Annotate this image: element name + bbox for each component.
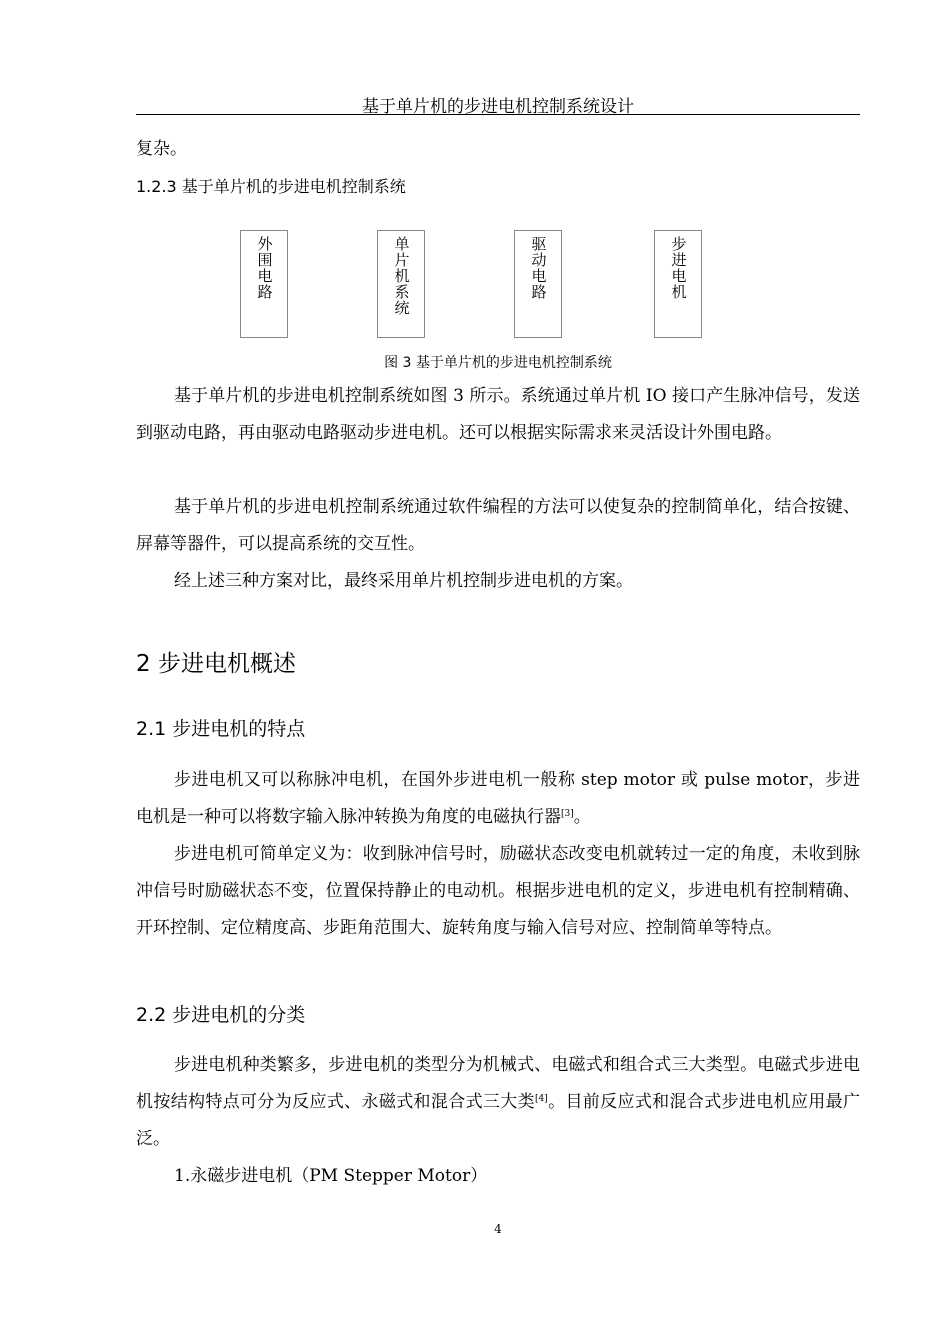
paragraph-5: 步进电机可简单定义为：收到脉冲信号时，励磁状态改变电机就转过一定的角度，未收到脉冲信号时励磁状态不变，位置保持静止的电动机。根据步进电机的定义，步进电机有控制精确、开环控制、定位精度高、步距角范围大、旋转角度与输入信号对应、控制简单等特点。 [136, 844, 860, 938]
paragraph-4 [136, 762, 860, 836]
paragraph-4-end: 。 [573, 807, 591, 827]
paragraph-1: 基于单片机的步进电机控制系统如图 3 所示。系统通过单片机 IO 接口产生脉冲信号，发送到驱动电路，再由驱动电路驱动步进电机。还可以根据实际需求来灵活设计外围电路。 [136, 386, 860, 443]
paragraph-3: 经上述三种方案对比，最终采用单片机控制步进电机的方案。 [174, 571, 633, 591]
figure3-box-label: 外围电路 [255, 236, 274, 300]
section-heading-2-1: 2.1 步进电机的特点 [136, 718, 306, 740]
figure3-box-label: 驱动电路 [529, 236, 548, 300]
figure3-caption: 图 3 基于单片机的步进电机控制系统 [384, 355, 612, 371]
figure3-box-motor [654, 230, 702, 338]
citation-4: [4] [535, 1094, 548, 1104]
paragraph-4-text: 步进电机又可以称脉冲电机，在国外步进电机一般称 step motor 或 pulse motor，步进电机是一种可以将数字输入脉冲转换为角度的电磁执行器 [136, 770, 860, 827]
header-rule [136, 114, 860, 115]
chapter-heading-2: 2 步进电机概述 [136, 651, 296, 677]
figure3-box-label: 步进电机 [669, 236, 688, 300]
figure3-box-driver [514, 230, 562, 338]
running-header: 基于单片机的步进电机控制系统设计 [362, 97, 634, 117]
figure3-box-peripheral [240, 230, 288, 338]
figure3-box-mcu [377, 230, 425, 338]
page-number: 4 [494, 1222, 502, 1236]
paragraph-6-end: 。目前反应式和混合式步进电机应用最广泛。 [136, 1092, 861, 1149]
section-heading-2-2: 2.2 步进电机的分类 [136, 1004, 306, 1026]
paragraph-2: 基于单片机的步进电机控制系统通过软件编程的方法可以使复杂的控制简单化，结合按键、屏幕等器件，可以提高系统的交互性。 [136, 497, 860, 554]
carry-over-text: 复杂。 [136, 139, 187, 159]
figure3-box-label: 单片机系统 [392, 236, 411, 316]
section-heading-1-2-3: 1.2.3 基于单片机的步进电机控制系统 [136, 177, 406, 196]
list-item-1: 1.永磁步进电机（PM Stepper Motor） [174, 1166, 488, 1186]
paragraph-6 [136, 1047, 860, 1158]
paragraph-6-text: 步进电机种类繁多，步进电机的类型分为机械式、电磁式和组合式三大类型。电磁式步进电机按结构特点可分为反应式、永磁式和混合式三大类 [136, 1055, 860, 1112]
citation-3: [3] [561, 809, 574, 819]
